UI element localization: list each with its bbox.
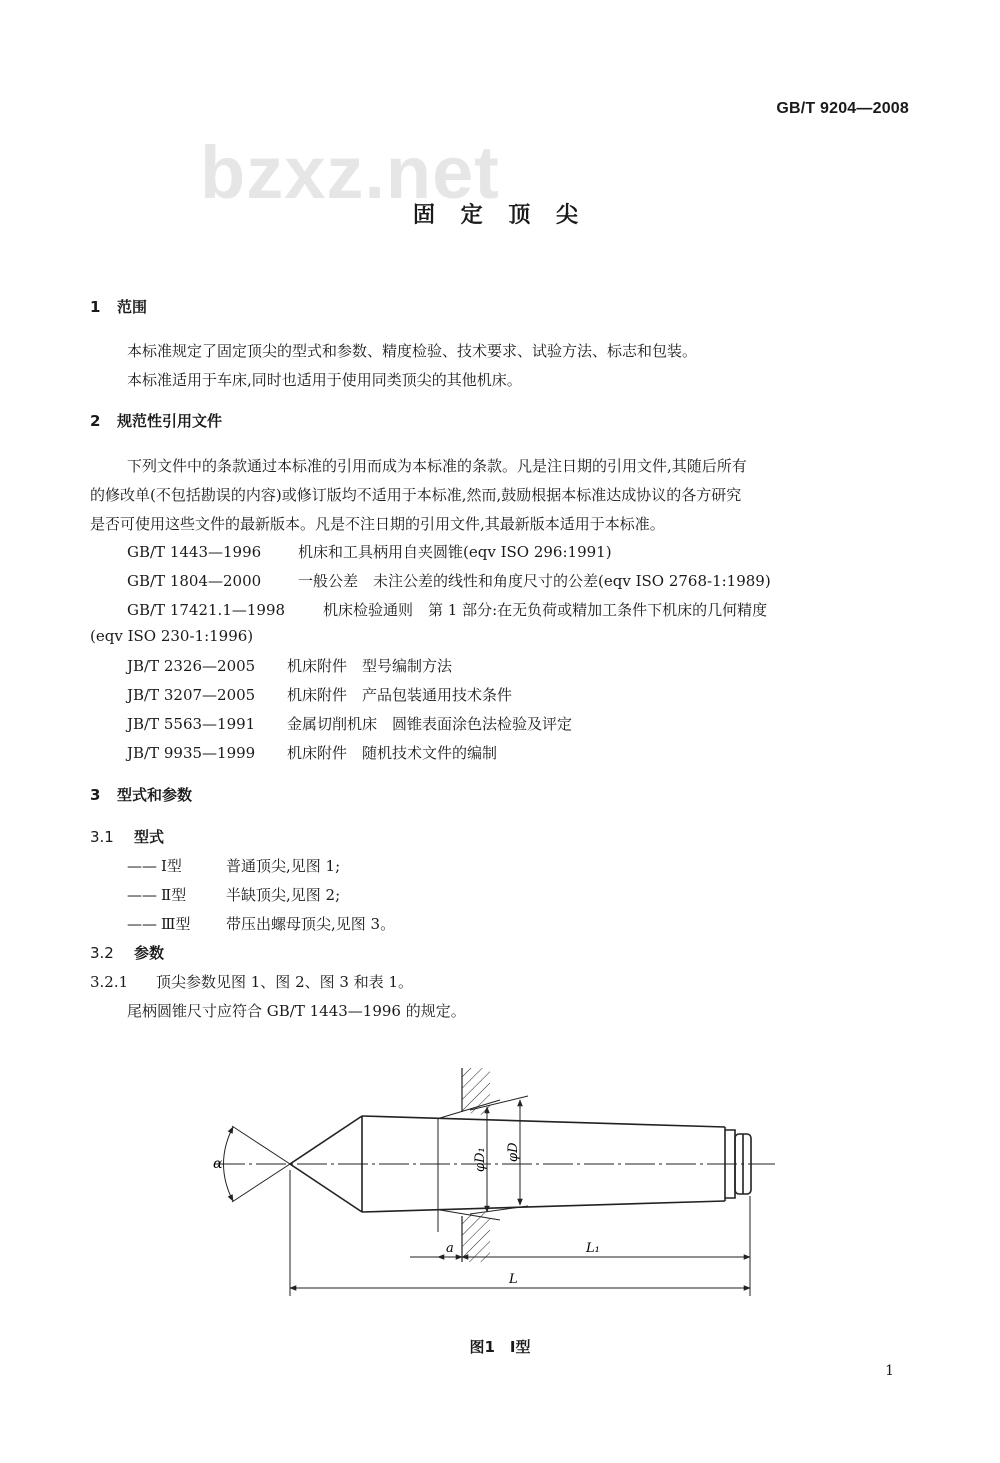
paragraph-line: 的修改单(不包括勘误的内容)或修订版均不适用于本标准,然而,鼓励根据本标准达成协议的各方研究 [90,486,742,504]
type-list-item [127,884,340,905]
reference-title: 机床附件 型号编制方法 [287,657,453,675]
figure-caption: 图1 Ⅰ型 [469,1338,531,1356]
reference-title: 机床附件 产品包装通用技术条件 [287,686,513,704]
reference-item [127,599,767,620]
reference-code: JB/T 9935—1999 [127,744,256,762]
reference-item [127,541,612,562]
section-title: 范围 [117,298,148,316]
reference-code: JB/T 5563—1991 [127,715,256,733]
paragraph: 本标准适用于车床,同时也适用于使用同类顶尖的其他机床。 [127,371,522,389]
alpha-label: α [213,1156,223,1172]
paragraph-line: 下列文件中的条款通过本标准的引用而成为本标准的条款。凡是注日期的引用文件,其随后所有 [127,457,747,475]
list-dash: —— [127,886,157,904]
list-dash: —— [127,915,157,933]
reference-item [127,655,452,676]
reference-item [127,570,771,591]
type-label: Ⅲ型 [161,915,191,933]
reference-title: 一般公差 未注公差的线性和角度尺寸的公差(eqv ISO 2768-1:1989) [298,572,771,590]
reference-item [127,713,572,734]
type-list-item [127,855,340,876]
l1-label: L₁ [586,1241,600,1256]
type-list-item [127,913,395,934]
section-title: 型式和参数 [117,786,193,804]
d1-label: φD₁ [473,1147,488,1172]
paragraph-line: 是否可使用这些文件的最新版本。凡是不注日期的引用文件,其最新版本适用于本标准。 [90,515,665,533]
type-label: Ⅰ型 [161,857,182,875]
subsection-title: 型式 [134,828,165,846]
section-number: 1 [90,298,101,316]
subsection-3-2-1 [90,971,413,992]
reference-title: 金属切削机床 圆锥表面涂色法检验及评定 [287,715,573,733]
a-label: a [446,1241,454,1256]
list-dash: —— [127,857,157,875]
paragraph: 本标准规定了固定顶尖的型式和参数、精度检验、技术要求、试验方法、标志和包装。 [127,342,698,360]
subsection-number: 3.2 [90,944,114,962]
reference-code: JB/T 3207—2005 [127,686,256,704]
subsection-number: 3.1 [90,828,114,846]
type-description: 带压出螺母顶尖,见图 3。 [226,915,396,933]
taper-note: 尾柄圆锥尺寸应符合 GB/T 1443—1996 的规定。 [127,1002,466,1020]
section-number: 2 [90,412,101,430]
reference-code: GB/T 1443—1996 [127,543,262,561]
subsection-title: 参数 [134,944,165,962]
reference-code: GB/T 17421.1—1998 [127,601,286,619]
section-number: 3 [90,786,101,804]
subsection-number: 3.2.1 [90,973,129,991]
section-title: 规范性引用文件 [117,412,223,430]
page-number: 1 [885,1363,894,1379]
section-3-heading [90,784,192,805]
reference-title-continued: (eqv ISO 230-1:1996) [90,627,254,645]
d-label: φD [506,1142,521,1162]
subsection-3-2-heading [90,942,164,963]
reference-title: 机床检验通则 第 1 部分:在无负荷或精加工条件下机床的几何精度 [323,601,768,619]
watermark: bzxz.net [200,131,500,214]
reference-code: JB/T 2326—2005 [127,657,256,675]
reference-code: GB/T 1804—2000 [127,572,262,590]
reference-title: 机床附件 随机技术文件的编制 [287,744,498,762]
reference-item [127,684,512,705]
reference-title: 机床和工具柄用自夹圆锥(eqv ISO 296:1991) [298,543,612,561]
type-label: Ⅱ型 [161,886,187,904]
reference-item [127,742,497,763]
type-description: 普通顶尖,见图 1; [226,857,341,875]
standard-number: GB/T 9204—2008 [776,100,909,117]
l-label: L [509,1272,518,1287]
subsection-3-1-heading [90,826,164,847]
section-1-heading [90,296,147,317]
document-title: 固 定 顶 尖 [413,203,587,228]
section-2-heading [90,410,222,431]
type-description: 半缺顶尖,见图 2; [226,886,341,904]
subsection-text: 顶尖参数见图 1、图 2、图 3 和表 1。 [156,973,414,991]
figure-1-drawing [200,1055,800,1305]
